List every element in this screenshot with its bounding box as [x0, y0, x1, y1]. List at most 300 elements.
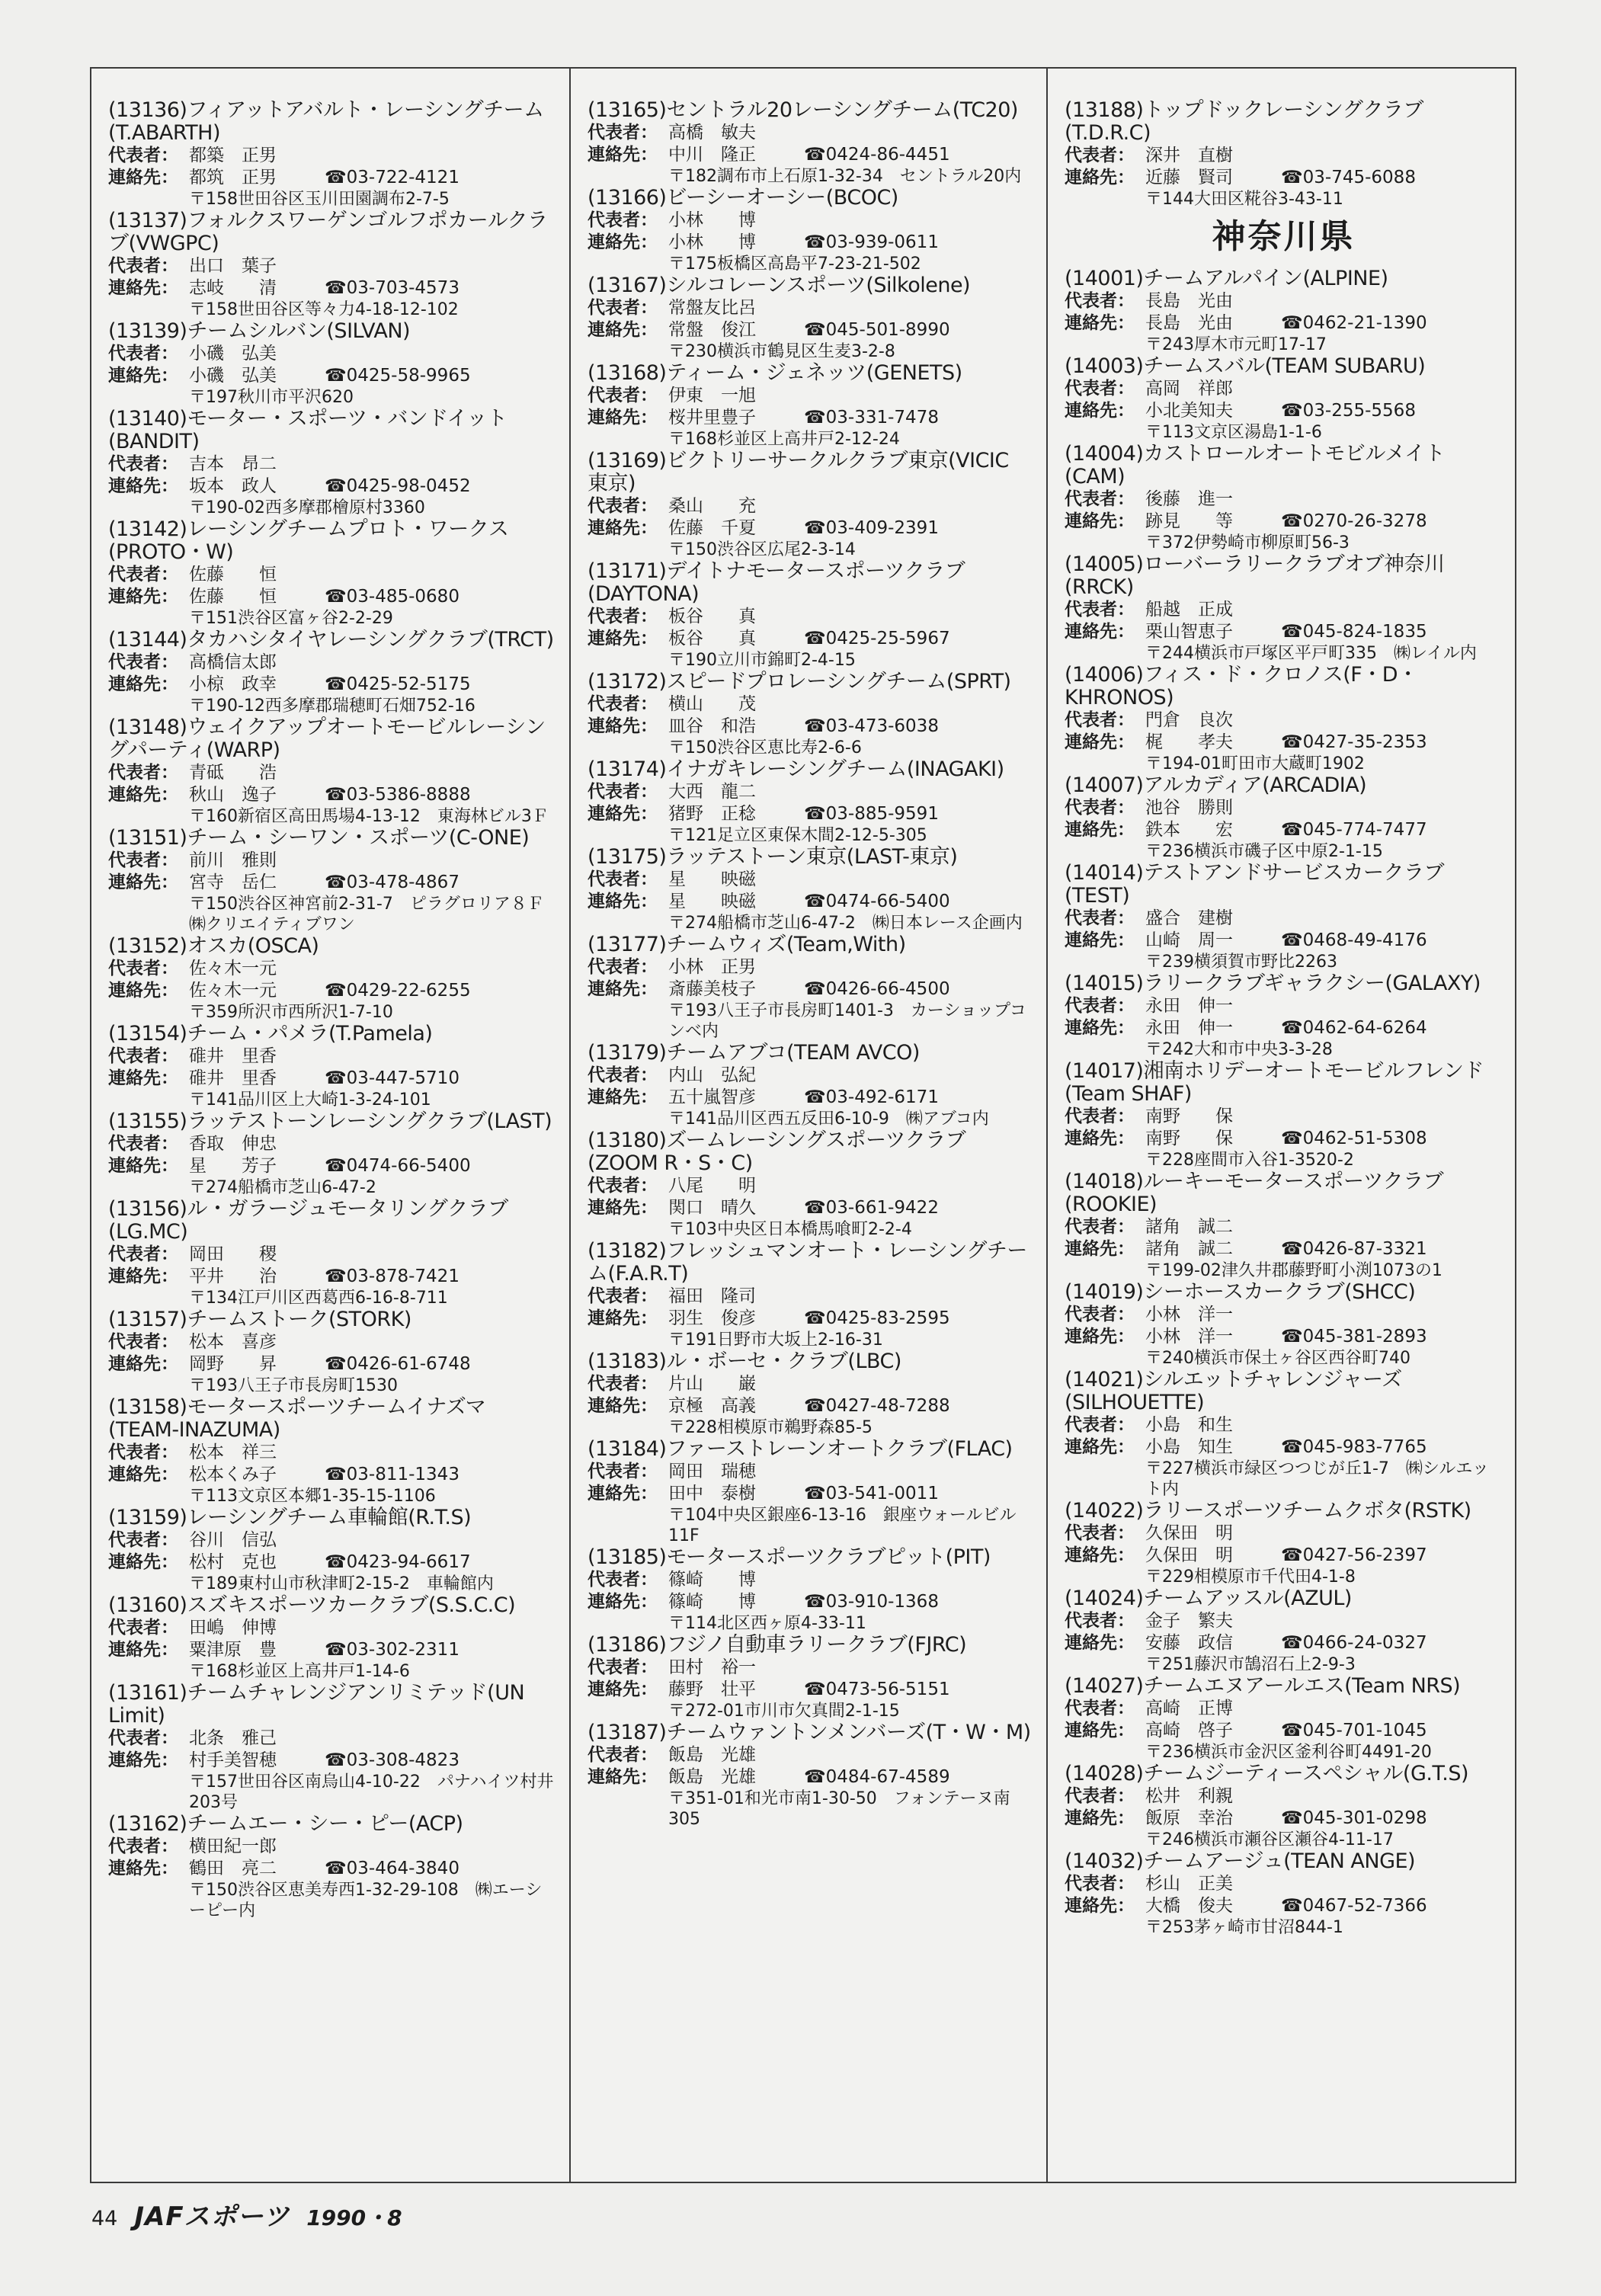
- representative-row: [1065, 599, 1503, 621]
- phone-number: ☎0425-58-9965: [325, 366, 471, 386]
- contact-value: [189, 1155, 554, 1177]
- column-3: [1046, 69, 1518, 2182]
- phone-number: ☎0426-87-3321: [1281, 1239, 1427, 1259]
- contact-row: [588, 1483, 1031, 1505]
- club-heading: (13174)イナガキレーシングチーム(INAGAKI): [588, 757, 1004, 781]
- contact-name: 高崎 啓子: [1145, 1721, 1233, 1740]
- contact-name: 近藤 賢司: [1145, 168, 1233, 187]
- contact-name: 小島 知生: [1145, 1437, 1233, 1457]
- contact-value: [1145, 511, 1503, 533]
- phone-number: ☎0473-56-5151: [804, 1680, 950, 1699]
- address: 〒229相模原市千代田4-1-8: [1145, 1567, 1356, 1587]
- representative-row: [1065, 1216, 1503, 1238]
- representative-label: 代表者：: [108, 256, 178, 276]
- representative-name: 佐藤 恒: [189, 565, 277, 584]
- representative-row: [588, 297, 1031, 319]
- club-heading: (14028)チームジーティースペシャル(G.T.S): [1065, 1762, 1468, 1785]
- contact-label: 連絡先：: [1065, 930, 1135, 950]
- club-heading: (13148)ウェイクアップオートモービルレーシングパーティ(WARP): [108, 716, 546, 762]
- representative-label: 代表者：: [1065, 1874, 1135, 1894]
- contact-value: [668, 517, 1031, 540]
- club-heading: (13180)ズームレーシングスポーツクラブ(ZOOM R・S・C): [588, 1129, 966, 1175]
- contact-value: [1145, 1326, 1503, 1348]
- contact-row: [588, 1395, 1031, 1417]
- representative-row: [1065, 1873, 1503, 1895]
- contact-row: [108, 674, 554, 696]
- contact-row: [1065, 400, 1503, 422]
- contact-value: [1145, 819, 1503, 841]
- club-heading: (13175)ラッテストーン東京(LAST-東京): [588, 845, 958, 869]
- contact-label: 連絡先：: [1065, 1545, 1135, 1565]
- club-heading: (14005)ローバーラリークラブオブ神奈川(RRCK): [1065, 552, 1445, 599]
- representative-row: [108, 255, 554, 277]
- contact-name: 梶 孝夫: [1145, 732, 1233, 752]
- address: 〒197秋川市平沢620: [189, 388, 354, 407]
- club-entry: [1065, 862, 1503, 972]
- representative-label: 代表者：: [588, 1745, 658, 1765]
- representative-label: 代表者：: [1065, 291, 1135, 311]
- club-heading: (14006)フィス・ド・クロノス(F・D・KHRONOS): [1065, 663, 1418, 709]
- contact-label: 連絡先：: [588, 518, 658, 538]
- contact-name: 斎藤美枝子: [668, 979, 756, 999]
- contact-label: 連絡先：: [588, 232, 658, 252]
- contact-label: 連絡先：: [588, 1308, 658, 1328]
- contact-row: [1065, 1720, 1503, 1742]
- contact-row: [108, 1068, 554, 1090]
- address: 〒113文京区湯島1-1-6: [1145, 423, 1322, 442]
- magazine-title: JAFスポーツ: [134, 2202, 290, 2232]
- address: 〒157世田谷区南烏山4-10-22 パナハイツ村井203号: [189, 1772, 554, 1812]
- representative-name: 片山 巌: [668, 1374, 756, 1394]
- column-2: [569, 69, 1046, 2182]
- address: 〒193八王子市長房町1401-3 カーショップコンベ内: [668, 1001, 1026, 1041]
- column-1: [91, 69, 569, 2182]
- representative-label: 代表者：: [588, 607, 658, 626]
- representative-row: [108, 1529, 554, 1551]
- representative-name: 都築 正男: [189, 146, 277, 165]
- phone-number: ☎0423-94-6617: [325, 1552, 471, 1572]
- representative-name: 伊東 一旭: [668, 386, 756, 405]
- phone-number: ☎0424-86-4451: [804, 145, 950, 165]
- representative-label: 代表者：: [1065, 996, 1135, 1016]
- representative-name: 池谷 勝則: [1145, 798, 1233, 818]
- contact-name: 跡見 等: [1145, 511, 1233, 531]
- address: 〒227横浜市緑区つつじが丘1-7 ㈱シルエット内: [1145, 1459, 1489, 1499]
- representative-row: [588, 956, 1031, 978]
- club-entry: [588, 1438, 1031, 1546]
- representative-label: 代表者：: [588, 496, 658, 516]
- contact-row: [1065, 930, 1503, 952]
- club-heading: (13151)チーム・シーワン・スポーツ(C-ONE): [108, 826, 530, 850]
- representative-row: [108, 958, 554, 980]
- phone-number: ☎0426-66-4500: [804, 979, 950, 999]
- club-heading: (13179)チームアブコ(TEAM AVCO): [588, 1041, 920, 1065]
- representative-row: [108, 1046, 554, 1068]
- club-heading: (14021)シルエットチャレンジャーズ(SILHOUETTE): [1065, 1368, 1402, 1414]
- contact-value: [1145, 1895, 1503, 1917]
- representative-label: 代表者：: [588, 869, 658, 889]
- club-heading: (13144)タカハシタイヤレーシングクラブ(TRCT): [108, 628, 554, 652]
- phone-number: ☎0467-52-7366: [1281, 1896, 1427, 1916]
- representative-name: 高岡 祥郎: [1145, 379, 1233, 399]
- phone-number: ☎0466-24-0327: [1281, 1633, 1427, 1653]
- contact-row: [108, 586, 554, 608]
- contact-value: [668, 891, 1031, 913]
- contact-row: [588, 1766, 1031, 1788]
- address: 〒189東村山市秋津町2-15-2 車輪館内: [189, 1574, 494, 1593]
- representative-label: 代表者：: [1065, 1217, 1135, 1237]
- club-entry: [108, 1396, 554, 1507]
- contact-value: [668, 319, 1031, 341]
- contact-label: 連絡先：: [1065, 1721, 1135, 1740]
- club-entry: [588, 1042, 1031, 1129]
- club-entry: [588, 560, 1031, 671]
- representative-name: 星 映磁: [668, 869, 756, 889]
- contact-name: 小北美知夫: [1145, 401, 1233, 421]
- representative-row: [1065, 1698, 1503, 1720]
- club-entry: [108, 827, 554, 935]
- club-entry: [1065, 1850, 1503, 1938]
- contact-name: 栗山智恵子: [1145, 622, 1233, 642]
- directory-frame: [90, 67, 1516, 2183]
- contact-name: 飯島 光雄: [668, 1767, 756, 1787]
- club-heading: (13156)ル・ガラージュモータリングクラブ(LG.MC): [108, 1197, 508, 1244]
- representative-name: 松本 喜彦: [189, 1332, 277, 1352]
- representative-name: 吉本 昂二: [189, 454, 277, 474]
- contact-value: [1145, 1017, 1503, 1039]
- phone-number: ☎0427-35-2353: [1281, 732, 1427, 752]
- club-entry: [588, 362, 1031, 450]
- club-heading: (14003)チームスバル(TEAM SUBARU): [1065, 354, 1426, 378]
- club-heading: (13165)セントラル20レーシングチーム(TC20): [588, 98, 1018, 122]
- club-entry: [108, 99, 554, 210]
- club-entry: [588, 1721, 1031, 1830]
- representative-label: 代表者：: [1065, 1523, 1135, 1543]
- club-entry: [108, 1682, 554, 1813]
- club-entry: [1065, 355, 1503, 443]
- contact-value: [189, 277, 554, 299]
- contact-label: 連絡先：: [588, 1198, 658, 1218]
- representative-row: [1065, 709, 1503, 732]
- contact-label: 連絡先：: [108, 278, 178, 298]
- phone-number: ☎03-492-6171: [804, 1087, 939, 1107]
- contact-value: [1145, 1545, 1503, 1567]
- contact-row: [588, 1679, 1031, 1701]
- address: 〒168杉並区上高井戸1-14-6: [189, 1662, 410, 1681]
- representative-label: 代表者：: [588, 1065, 658, 1085]
- phone-number: ☎0270-26-3278: [1281, 511, 1427, 531]
- contact-label: 連絡先：: [1065, 313, 1135, 333]
- contact-name: 大橋 俊夫: [1145, 1896, 1233, 1916]
- club-heading: (13183)ル・ボーセ・クラブ(LBC): [588, 1350, 901, 1373]
- club-entry: [1065, 99, 1503, 210]
- address: 〒190立川市錦町2-4-15: [668, 651, 856, 670]
- contact-name: 小林 洋一: [1145, 1327, 1233, 1347]
- contact-row: [588, 144, 1031, 166]
- contact-label: 連絡先：: [108, 785, 178, 805]
- contact-row: [1065, 167, 1503, 189]
- representative-name: 横田紀一郎: [189, 1836, 277, 1856]
- contact-row: [108, 1464, 554, 1486]
- phone-number: ☎03-885-9591: [804, 804, 939, 824]
- contact-label: 連絡先：: [108, 1859, 178, 1878]
- address: 〒240横浜市保土ヶ谷区西谷町740: [1145, 1349, 1410, 1368]
- contact-row: [588, 1087, 1031, 1109]
- club-entry: [588, 1350, 1031, 1438]
- contact-name: 松本くみ子: [189, 1465, 277, 1484]
- contact-name: 坂本 政人: [189, 476, 277, 496]
- phone-number: ☎0462-51-5308: [1281, 1129, 1427, 1148]
- phone-number: ☎03-473-6038: [804, 716, 939, 736]
- contact-label: 連絡先：: [1065, 401, 1135, 421]
- contact-row: [1065, 312, 1503, 335]
- representative-row: [588, 1657, 1031, 1679]
- club-heading: (13152)オスカ(OSCA): [108, 934, 319, 958]
- representative-row: [588, 1744, 1031, 1766]
- representative-label: 代表者：: [1065, 600, 1135, 620]
- contact-value: [1145, 621, 1503, 643]
- representative-row: [108, 652, 554, 674]
- representative-row: [588, 606, 1031, 628]
- contact-value: [668, 1679, 1031, 1701]
- representative-label: 代表者：: [108, 1046, 178, 1066]
- contact-name: 諸角 誠二: [1145, 1239, 1233, 1259]
- contact-label: 連絡先：: [588, 1592, 658, 1612]
- representative-name: 深井 直樹: [1145, 146, 1233, 165]
- address: 〒236横浜市金沢区釜利谷町4491-20: [1145, 1743, 1432, 1762]
- address: 〒190-12西多摩郡瑞穂町石畑752-16: [189, 696, 475, 716]
- address: 〒230横浜市鶴見区生麦3-2-8: [668, 342, 895, 361]
- representative-name: 碓井 里香: [189, 1046, 277, 1066]
- contact-label: 連絡先：: [1065, 1129, 1135, 1148]
- phone-number: ☎03-447-5710: [325, 1068, 459, 1088]
- contact-label: 連絡先：: [588, 804, 658, 824]
- club-entry: [108, 1813, 554, 1921]
- club-heading: (14001)チームアルパイン(ALPINE): [1065, 267, 1388, 290]
- contact-label: 連絡先：: [108, 587, 178, 607]
- club-entry: [108, 935, 554, 1023]
- representative-row: [1065, 378, 1503, 400]
- representative-label: 代表者：: [1065, 146, 1135, 165]
- club-entry: [108, 518, 554, 629]
- representative-label: 代表者：: [1065, 1699, 1135, 1718]
- contact-row: [588, 891, 1031, 913]
- representative-label: 代表者：: [108, 146, 178, 165]
- contact-label: 連絡先：: [108, 674, 178, 694]
- club-entry: [108, 1507, 554, 1594]
- contact-row: [588, 1591, 1031, 1613]
- contact-row: [588, 232, 1031, 254]
- page-number: 44: [91, 2207, 118, 2230]
- contact-name: 桜井里豊子: [668, 408, 756, 427]
- contact-value: [668, 803, 1031, 825]
- contact-value: [668, 1395, 1031, 1417]
- club-entry: [1065, 443, 1503, 553]
- contact-value: [1145, 1128, 1503, 1150]
- contact-label: 連絡先：: [108, 1465, 178, 1484]
- phone-number: ☎03-485-0680: [325, 587, 459, 607]
- phone-number: ☎03-409-2391: [804, 518, 939, 538]
- representative-label: 代表者：: [108, 1134, 178, 1154]
- phone-number: ☎045-701-1045: [1281, 1721, 1427, 1740]
- address: 〒113文京区本郷1-35-15-1106: [189, 1487, 436, 1506]
- club-heading: (14032)チームアージュ(TEAN ANGE): [1065, 1849, 1416, 1873]
- club-heading: (13187)チームウァントンメンバーズ(T・W・M): [588, 1721, 1031, 1744]
- club-entry: [588, 1240, 1031, 1350]
- address: 〒242大和市中央3-3-28: [1145, 1040, 1333, 1059]
- club-heading: (13188)トップドックレーシングクラブ(T.D.R.C): [1065, 98, 1423, 145]
- phone-number: ☎045-824-1835: [1281, 622, 1427, 642]
- representative-row: [588, 495, 1031, 517]
- club-entry: [1065, 1763, 1503, 1850]
- club-heading: (13137)フォルクスワーゲンゴルフポカールクラブ(VWGPC): [108, 209, 548, 255]
- phone-number: ☎03-703-4573: [325, 278, 459, 298]
- contact-value: [189, 476, 554, 498]
- address: 〒251藤沢市鵠沼石上2-9-3: [1145, 1655, 1356, 1674]
- representative-row: [1065, 488, 1503, 511]
- phone-number: ☎03-745-6088: [1281, 168, 1416, 187]
- representative-name: 盛合 建樹: [1145, 908, 1233, 928]
- contact-label: 連絡先：: [1065, 1808, 1135, 1828]
- contact-label: 連絡先：: [108, 873, 178, 892]
- contact-name: 皿谷 和浩: [668, 716, 756, 736]
- contact-label: 連絡先：: [108, 168, 178, 187]
- club-entry: [1065, 1587, 1503, 1675]
- address: 〒246横浜市瀬谷区瀬谷4-11-17: [1145, 1830, 1394, 1849]
- contact-label: 連絡先：: [588, 1396, 658, 1416]
- club-heading: (14017)湘南ホリデーオートモービルフレンド(Team SHAF): [1065, 1059, 1484, 1106]
- contact-name: 五十嵐智彦: [668, 1087, 756, 1107]
- club-entry: [108, 1308, 554, 1396]
- phone-number: ☎0425-83-2595: [804, 1308, 950, 1328]
- representative-name: 佐々木一元: [189, 959, 277, 978]
- contact-row: [1065, 621, 1503, 643]
- address: 〒104中央区銀座6-13-16 銀座ウォールビル11F: [668, 1506, 1017, 1545]
- address: 〒239横須賀市野比2263: [1145, 953, 1337, 972]
- representative-row: [588, 1286, 1031, 1308]
- contact-row: [588, 319, 1031, 341]
- contact-name: 羽生 俊彦: [668, 1308, 756, 1328]
- contact-row: [108, 277, 554, 299]
- phone-number: ☎0468-49-4176: [1281, 930, 1427, 950]
- representative-label: 代表者：: [1065, 1786, 1135, 1806]
- contact-row: [1065, 1436, 1503, 1459]
- representative-label: 代表者：: [108, 1443, 178, 1462]
- contact-value: [668, 628, 1031, 650]
- representative-name: 八尾 明: [668, 1176, 756, 1196]
- club-entry: [1065, 774, 1503, 862]
- club-entry: [588, 846, 1031, 933]
- representative-name: 出口 葉子: [189, 256, 277, 276]
- club-entry: [1065, 1060, 1503, 1170]
- phone-number: ☎03-5386-8888: [325, 785, 471, 805]
- representative-label: 代表者：: [1065, 908, 1135, 928]
- address: 〒151渋谷区富ヶ谷2-2-29: [189, 609, 393, 628]
- representative-name: 杉山 正美: [1145, 1874, 1233, 1894]
- representative-label: 代表者：: [108, 344, 178, 363]
- contact-value: [668, 1197, 1031, 1219]
- contact-name: 常盤 俊江: [668, 320, 756, 340]
- contact-name: 京極 高義: [668, 1396, 756, 1416]
- representative-label: 代表者：: [108, 1332, 178, 1352]
- club-heading: (14022)ラリースポーツチームクボタ(RSTK): [1065, 1499, 1471, 1523]
- contact-value: [189, 1068, 554, 1090]
- club-heading: (13140)モーター・スポーツ・バンドイット(BANDIT): [108, 407, 508, 453]
- address: 〒144大田区糀谷3-43-11: [1145, 190, 1343, 209]
- address: 〒158世田谷区玉川田園調布2-7-5: [189, 190, 450, 209]
- contact-row: [588, 517, 1031, 540]
- representative-name: 青砥 浩: [189, 763, 277, 783]
- contact-row: [108, 1858, 554, 1880]
- address: 〒175板橋区高島平7-23-21-502: [668, 255, 921, 274]
- phone-number: ☎045-983-7765: [1281, 1437, 1427, 1457]
- contact-label: 連絡先：: [108, 1266, 178, 1286]
- club-heading: (13157)チームストーク(STORK): [108, 1308, 411, 1331]
- contact-label: 連絡先：: [108, 981, 178, 1001]
- representative-label: 代表者：: [108, 763, 178, 783]
- club-entry: [108, 1023, 554, 1110]
- representative-label: 代表者：: [108, 850, 178, 870]
- contact-value: [189, 1750, 554, 1772]
- contact-name: 村手美智穂: [189, 1750, 277, 1770]
- phone-number: ☎0425-52-5175: [325, 674, 471, 694]
- address: 〒168杉並区上高井戸2-12-24: [668, 430, 900, 449]
- contact-name: 長島 光由: [1145, 313, 1233, 333]
- representative-name: 船越 正成: [1145, 600, 1233, 620]
- address: 〒199-02津久井郡藤野町小渕1073の1: [1145, 1261, 1443, 1280]
- representative-row: [1065, 1106, 1503, 1128]
- contact-row: [108, 167, 554, 189]
- contact-name: 篠崎 博: [668, 1592, 756, 1612]
- representative-label: 代表者：: [1065, 1305, 1135, 1324]
- club-entry: [588, 671, 1031, 758]
- contact-name: 岡野 昇: [189, 1354, 277, 1374]
- contact-value: [668, 1766, 1031, 1788]
- club-heading: (14019)シーホースカークラブ(SHCC): [1065, 1280, 1416, 1304]
- contact-value: [189, 167, 554, 189]
- club-heading: (13186)フジノ自動車ラリークラブ(FJRC): [588, 1633, 967, 1657]
- representative-name: 内山 弘紀: [668, 1065, 756, 1085]
- club-heading: (13162)チームエー・シー・ピー(ACP): [108, 1812, 463, 1836]
- phone-number: ☎0474-66-5400: [325, 1156, 471, 1176]
- contact-name: 板谷 真: [668, 629, 756, 648]
- contact-name: 南野 保: [1145, 1129, 1233, 1148]
- representative-name: 小島 和生: [1145, 1415, 1233, 1435]
- representative-row: [108, 343, 554, 365]
- phone-number: ☎0427-56-2397: [1281, 1545, 1427, 1565]
- representative-name: 小林 博: [668, 210, 756, 230]
- phone-number: ☎03-464-3840: [325, 1859, 459, 1878]
- club-entry: [588, 1546, 1031, 1634]
- representative-name: 南野 保: [1145, 1106, 1233, 1126]
- contact-value: [189, 1464, 554, 1486]
- address: 〒150渋谷区神宮前2-31-7 ピラグロリア８Ｆ㈱クリエイティブワン: [189, 895, 544, 934]
- contact-name: 秋山 逸子: [189, 785, 277, 805]
- representative-row: [108, 1728, 554, 1750]
- club-entry: [588, 187, 1031, 274]
- club-entry: [108, 716, 554, 827]
- contact-value: [668, 1483, 1031, 1505]
- club-heading: (13171)デイトナモータースポーツクラブ(DAYTONA): [588, 559, 965, 606]
- contact-row: [1065, 1545, 1503, 1567]
- representative-label: 代表者：: [588, 1462, 658, 1481]
- representative-label: 代表者：: [1065, 379, 1135, 399]
- contact-value: [668, 716, 1031, 738]
- phone-number: ☎03-308-4823: [325, 1750, 459, 1770]
- contact-label: 連絡先：: [108, 1068, 178, 1088]
- contact-name: 小磯 弘美: [189, 366, 277, 386]
- contact-name: 永田 伸一: [1145, 1018, 1233, 1038]
